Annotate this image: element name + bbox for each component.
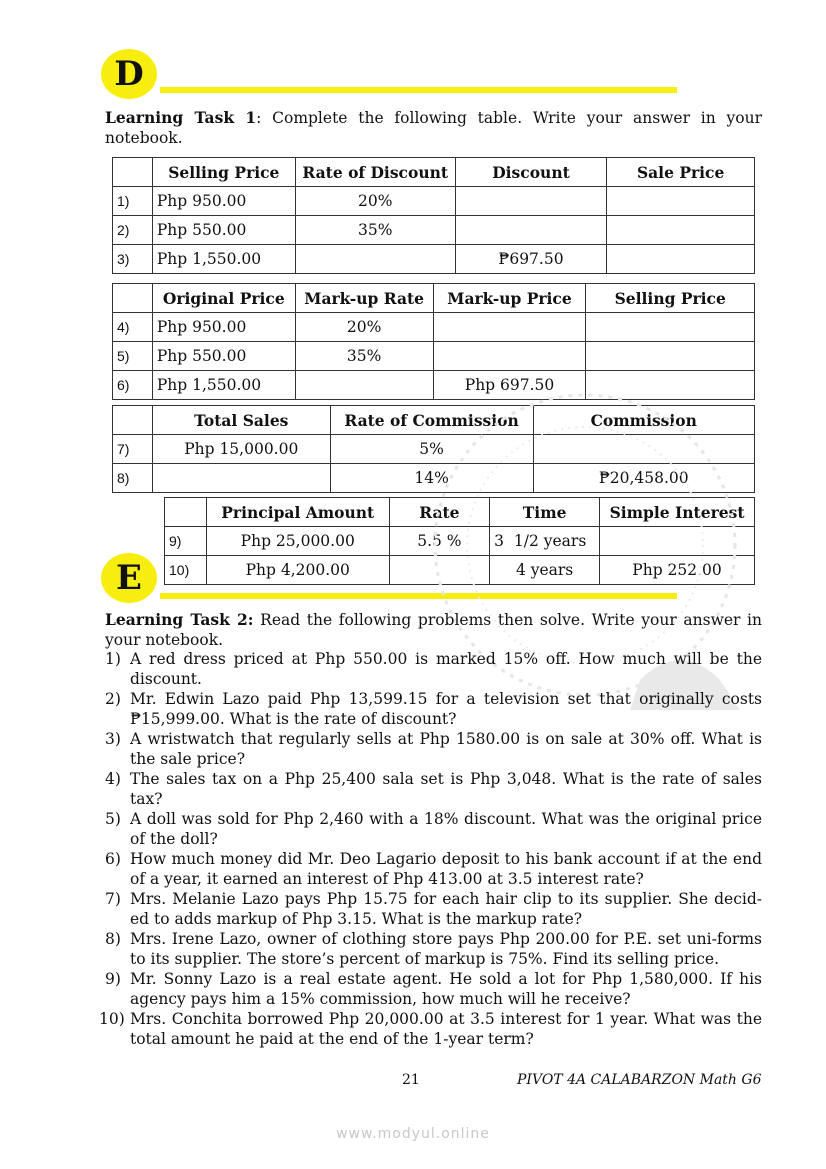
table-cell: [455, 216, 607, 245]
problem-text: Mr. Sonny Lazo is a real estate agent. He sold a lot for Php 1,580,000. If his agency pays him a 15% commission, how much will he receive?: [130, 970, 762, 1008]
table-cell: ₱20,458.00: [533, 464, 754, 493]
header-original-price: Original Price: [152, 284, 295, 313]
table-cell: 35%: [295, 216, 455, 245]
header-total-sales: Total Sales: [152, 406, 330, 435]
table-cell: [586, 342, 755, 371]
header-time: Time: [490, 498, 600, 527]
table-cell: 4 years: [490, 556, 600, 585]
list-item: [105, 729, 762, 769]
table-cell: ₱697.50: [455, 245, 607, 274]
table-cell: Php 950.00: [152, 187, 295, 216]
row-number: 6): [113, 371, 153, 400]
header-rate-of-discount: Rate of Discount: [295, 158, 455, 187]
table-cell: [152, 464, 330, 493]
problem-number: 3): [105, 730, 121, 748]
table-cell: 5%: [330, 435, 533, 464]
table-cell: Php 4,200.00: [206, 556, 389, 585]
table-cell: Php 1,550.00: [152, 371, 295, 400]
row-number: 10): [165, 556, 207, 585]
problem-text: Mrs. Melanie Lazo pays Php 15.75 for each hair clip to its supplier. She decid-ed to adds markup of Php 3.15. What is the markup rate?: [130, 890, 762, 928]
problem-number: 10): [99, 1010, 125, 1028]
problem-text: How much money did Mr. Deo Lagario deposit to his bank account if at the end of a year, it earned an interest of Php 413.00 at 3.5 interest rate?: [130, 850, 762, 888]
table-cell: 5.5 %: [389, 527, 490, 556]
header-simple-interest: Simple Interest: [600, 498, 755, 527]
header-selling-price: Selling Price: [586, 284, 755, 313]
table-cell: [607, 216, 755, 245]
section-e-badge: [101, 553, 157, 603]
table-cell: [607, 187, 755, 216]
site-watermark: www.modyul.online: [336, 1126, 490, 1142]
table-cell: Php 252.00: [600, 556, 755, 585]
table-cell: 3 1/2 years: [490, 527, 600, 556]
list-item: [105, 889, 762, 929]
list-item: [105, 649, 762, 689]
table-cell: [433, 342, 586, 371]
problem-number: 9): [105, 970, 121, 988]
header-selling-price: Selling Price: [152, 158, 295, 187]
header-markup-price: Mark-up Price: [433, 284, 586, 313]
problem-text: A doll was sold for Php 2,460 with a 18% discount. What was the original price of the doll?: [130, 810, 762, 848]
table-cell: [433, 313, 586, 342]
task1-instructions: [105, 108, 762, 148]
task2-instructions: [105, 610, 762, 650]
table-cell: [295, 245, 455, 274]
discount-table: [112, 157, 755, 274]
table-row: [113, 187, 755, 216]
table-row: [113, 342, 755, 371]
problem-number: 8): [105, 930, 121, 948]
problem-number: 6): [105, 850, 121, 868]
table-cell: [455, 187, 607, 216]
row-number: 3): [113, 245, 153, 274]
table-cell: [586, 313, 755, 342]
markup-table-header: [113, 284, 755, 313]
row-number: 5): [113, 342, 153, 371]
table-row: [113, 245, 755, 274]
list-item: [105, 689, 762, 729]
problem-number: 5): [105, 810, 121, 828]
problem-text: A wristwatch that regularly sells at Php 1580.00 is on sale at 30% off. What is the sale price?: [130, 730, 762, 768]
row-number: 4): [113, 313, 153, 342]
table-cell: 20%: [295, 313, 433, 342]
task2-text: Read the following problems then solve. Write your answer in your notebook.: [105, 611, 762, 649]
table-cell: Php 15,000.00: [152, 435, 330, 464]
footer-title: PIVOT 4A CALABARZON Math G6: [517, 1072, 762, 1088]
table-cell: 35%: [295, 342, 433, 371]
list-item: [105, 809, 762, 849]
table-row: [113, 216, 755, 245]
problem-text: A red dress priced at Php 550.00 is marked 15% off. How much will be the discount.: [130, 650, 762, 688]
section-d-badge: [101, 49, 157, 99]
problem-text: Mrs. Irene Lazo, owner of clothing store pays Php 200.00 for P.E. set uni-forms to its supplier. The store’s percent of markup is 75%. Find its selling price.: [130, 930, 762, 968]
row-number: 2): [113, 216, 153, 245]
list-item: [105, 769, 762, 809]
list-item: [105, 849, 762, 889]
header-rate: Rate: [389, 498, 490, 527]
problem-number: 4): [105, 770, 121, 788]
problem-list: [99, 649, 762, 1049]
section-e-letter: E: [116, 558, 142, 598]
problem-number: 2): [105, 690, 121, 708]
table-cell: Php 550.00: [152, 216, 295, 245]
problem-text: Mrs. Conchita borrowed Php 20,000.00 at 3.5 interest for 1 year. What was the total amount he paid at the end of the 1-year term?: [130, 1010, 762, 1048]
header-markup-rate: Mark-up Rate: [295, 284, 433, 313]
row-number: 9): [165, 527, 207, 556]
header-principal-amount: Principal Amount: [206, 498, 389, 527]
list-item: [105, 969, 762, 1009]
row-number: 8): [113, 464, 153, 493]
row-number: 1): [113, 187, 153, 216]
task1-text: : Complete the following table. Write your answer in your notebook.: [105, 109, 762, 147]
header-commission: Commission: [533, 406, 754, 435]
table-row: [113, 313, 755, 342]
list-item: [99, 1009, 762, 1049]
table-cell: Php 697.50: [433, 371, 586, 400]
table-cell: Php 1,550.00: [152, 245, 295, 274]
section-d-letter: D: [114, 54, 144, 94]
problem-text: The sales tax on a Php 25,400 sala set is Php 3,048. What is the rate of sales tax?: [130, 770, 762, 808]
table-cell: Php 950.00: [152, 313, 295, 342]
problem-number: 7): [105, 890, 121, 908]
header-discount: Discount: [455, 158, 607, 187]
list-item: [105, 929, 762, 969]
page-number: 21: [402, 1072, 420, 1088]
problem-text: Mr. Edwin Lazo paid Php 13,599.15 for a television set that originally costs ₱15,999.00. What is the rate of discount?: [130, 690, 762, 728]
table-cell: Php 25,000.00: [206, 527, 389, 556]
table-cell: [607, 245, 755, 274]
table-cell: 14%: [330, 464, 533, 493]
table-cell: [295, 371, 433, 400]
row-number: 7): [113, 435, 153, 464]
task1-label: Learning Task 1: [105, 108, 257, 127]
header-rate-of-commission: Rate of Commission: [330, 406, 533, 435]
header-sale-price: Sale Price: [607, 158, 755, 187]
problem-number: 1): [105, 650, 121, 668]
table-cell: Php 550.00: [152, 342, 295, 371]
task2-label: Learning Task 2:: [105, 610, 254, 629]
table-cell: 20%: [295, 187, 455, 216]
discount-table-header: [113, 158, 755, 187]
section-d-divider: [160, 87, 677, 93]
